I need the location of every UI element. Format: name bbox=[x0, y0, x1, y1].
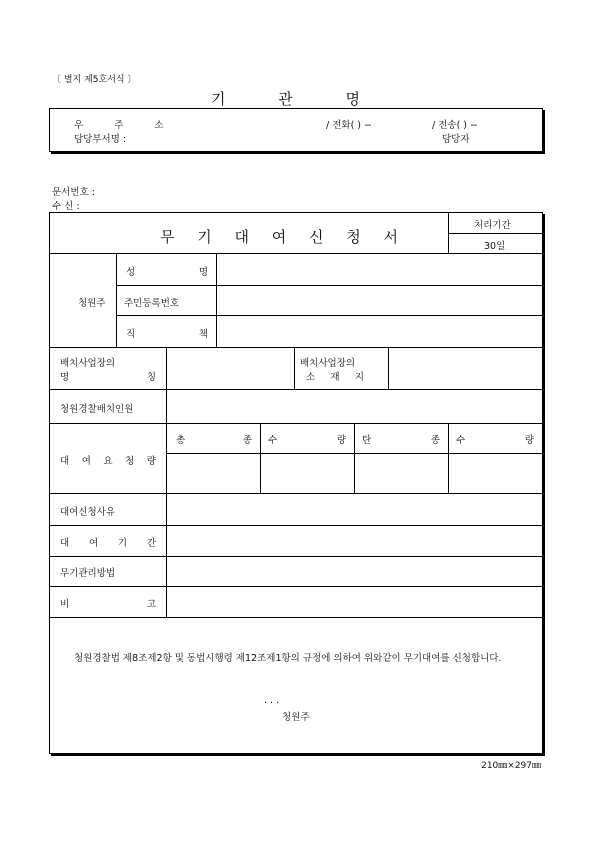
weapon-management-field[interactable] bbox=[167, 557, 542, 586]
ammo-quantity-field[interactable] bbox=[449, 454, 542, 493]
document-number-label: 문서번호 : bbox=[52, 187, 95, 198]
resident-number-label: 주민등록번호 bbox=[124, 298, 180, 309]
gun-type-header: 총 종 bbox=[176, 435, 252, 446]
police-count-field[interactable] bbox=[167, 390, 542, 423]
form-number-label: 〔 별지 제5호서식 〕 bbox=[52, 75, 137, 85]
manager-label: 담당자 bbox=[442, 134, 470, 145]
site-address-label-line1: 배치사업장의 bbox=[300, 358, 356, 369]
gun-quantity-field[interactable] bbox=[261, 454, 354, 493]
remarks-label: 비 고 bbox=[60, 599, 156, 610]
agency-info-box bbox=[49, 108, 543, 152]
ammo-type-header: 탄 종 bbox=[362, 435, 440, 446]
loan-period-label: 대 여 기 간 bbox=[60, 538, 156, 549]
site-name-label-line2: 명 칭 bbox=[60, 372, 156, 383]
loan-reason-label: 대여신청사유 bbox=[60, 507, 116, 518]
ammo-type-field[interactable] bbox=[355, 454, 448, 493]
site-name-field[interactable] bbox=[167, 348, 294, 389]
fax-label: / 전송( ) − bbox=[432, 120, 478, 131]
loan-reason-field[interactable] bbox=[167, 494, 542, 525]
document-title: 무 기 대 여 신 청 서 bbox=[160, 228, 408, 246]
agency-title: 기 관 명 bbox=[210, 90, 384, 108]
position-label: 직 책 bbox=[126, 329, 208, 340]
site-address-field[interactable] bbox=[389, 348, 542, 389]
paper-size-note: 210㎜×297㎜ bbox=[481, 761, 541, 771]
site-address-label-line2: 소 재 지 bbox=[306, 372, 364, 383]
processing-period-value: 30일 bbox=[484, 241, 506, 252]
applicant-group-label: 청원주 bbox=[78, 298, 106, 309]
application-date: . . . bbox=[264, 695, 280, 706]
phone-label: / 전화( ) − bbox=[326, 120, 372, 131]
weapon-management-label: 무기관리방법 bbox=[60, 568, 116, 579]
remarks-field[interactable] bbox=[167, 587, 542, 617]
police-count-label: 청원경찰배치인원 bbox=[60, 404, 134, 415]
loan-request-label: 대 여 요 청 량 bbox=[60, 456, 156, 467]
gun-type-field[interactable] bbox=[167, 454, 260, 493]
position-field[interactable] bbox=[217, 316, 542, 347]
application-statement: 청원경찰법 제8조제2항 및 동법시행령 제12조제1항의 규정에 의하여 위와같이 무기대여를 신청합니다. bbox=[74, 653, 502, 664]
weapon-loan-application-form bbox=[49, 212, 543, 754]
processing-period-label: 처리기간 bbox=[474, 220, 511, 231]
loan-period-field[interactable] bbox=[167, 526, 542, 556]
name-label: 성 명 bbox=[126, 267, 208, 278]
resident-number-field[interactable] bbox=[217, 286, 542, 315]
name-field[interactable] bbox=[217, 254, 542, 285]
site-name-label-line1: 배치사업장의 bbox=[60, 358, 116, 369]
ammo-quantity-header: 수 량 bbox=[456, 435, 534, 446]
recipient-label: 수 신 : bbox=[52, 201, 80, 212]
address-label: 우 주 소 bbox=[74, 120, 178, 131]
gun-quantity-header: 수 량 bbox=[268, 435, 346, 446]
department-label: 담당부서명 : bbox=[74, 134, 127, 145]
signer-label: 청원주 bbox=[282, 712, 310, 723]
